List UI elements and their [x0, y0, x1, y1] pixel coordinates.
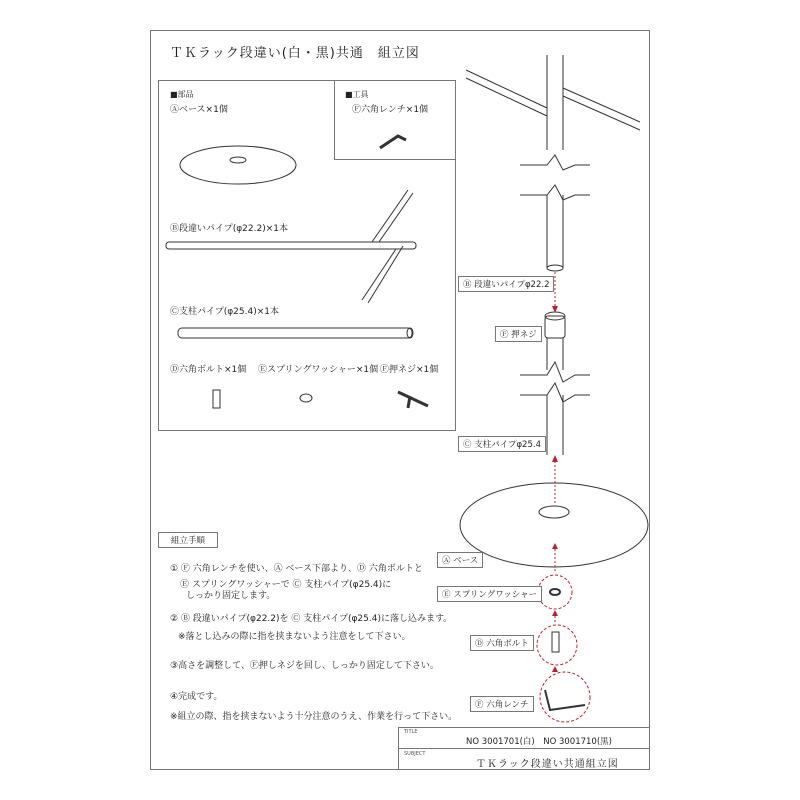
step-3: ③高さを調整して、Ⓕ押しネジを回し、しっかり固定して下さい。 — [170, 661, 439, 671]
subject-value: ＴＫラック段違い共通組立図 — [476, 759, 619, 770]
label-base: Ⓐ ベース — [437, 552, 483, 568]
screw-illustration — [398, 392, 428, 408]
part-d-label: Ⓓ六角ボルト×1個 — [170, 365, 247, 375]
label-spring-washer: Ⓔ スプリングワッシャー — [437, 586, 542, 602]
step-1-line-2: Ⓔ スプリングワッシャーで Ⓒ 支柱パイプ(φ25.4)に — [180, 580, 392, 590]
bolt-illustration — [213, 390, 220, 408]
base-assembled — [460, 483, 648, 567]
title-value: NO 3001701(白) NO 3001710(黒) — [466, 737, 612, 747]
steps-heading: 組立手順 — [158, 532, 218, 548]
step-1-line-1: ① Ⓕ 六角レンチを使い、Ⓐ ベース下部より、Ⓓ 六角ボルトと — [170, 564, 423, 574]
tool-f-label: Ⓕ六角レンチ×1個 — [352, 105, 429, 115]
step-2: ② Ⓑ 段違いパイプ(φ22.2)を Ⓒ 支柱パイプ(φ25.4)に落し込みます。 — [170, 614, 453, 624]
label-hex-bolt: Ⓓ 六角ボルト — [470, 635, 534, 651]
page-title: ＴＫラック段違い(白・黒)共通 組立図 — [170, 46, 420, 61]
title-caption: TITLE — [404, 729, 418, 735]
safety-note: ※組立の際、指を挟まないよう十分注意のうえ、作業を行って下さい。 — [170, 712, 458, 722]
part-f-label: Ⓕ押ネジ×1個 — [380, 365, 439, 375]
washer-illustration — [300, 394, 312, 402]
label-support-pipe: Ⓒ 支柱パイプφ25.4 — [458, 436, 546, 452]
tools-heading: ■工具 — [345, 90, 369, 99]
label-push-screw: Ⓕ 押ネジ — [495, 326, 542, 342]
part-c-label: Ⓒ支柱パイプ(φ25.4)×1本 — [170, 307, 279, 317]
step-4: ④完成です。 — [170, 692, 223, 702]
label-hex-wrench: Ⓕ 六角レンチ — [470, 696, 534, 712]
base-illustration — [180, 146, 296, 184]
part-e-label: Ⓔスプリングワッシャー×1個 — [258, 365, 379, 375]
stepped-pipe-illustration — [166, 242, 416, 249]
part-a-label: Ⓐベース×1個 — [170, 105, 228, 115]
title-block-divider — [398, 748, 650, 749]
support-pipe-illustration — [178, 328, 412, 338]
step-1-line-3: しっかり固定します。 — [186, 591, 276, 601]
part-b-label: Ⓑ段違いパイプ(φ22.2)×1本 — [170, 224, 288, 234]
step-2-note: ※落とし込みの際に指を挟まないよう注意をして下さい。 — [178, 632, 411, 642]
label-stepped-pipe: Ⓑ 段違いパイプφ22.2 — [458, 276, 554, 292]
subject-caption: SUBJECT — [404, 751, 426, 757]
parts-heading: ■部品 — [170, 90, 194, 99]
